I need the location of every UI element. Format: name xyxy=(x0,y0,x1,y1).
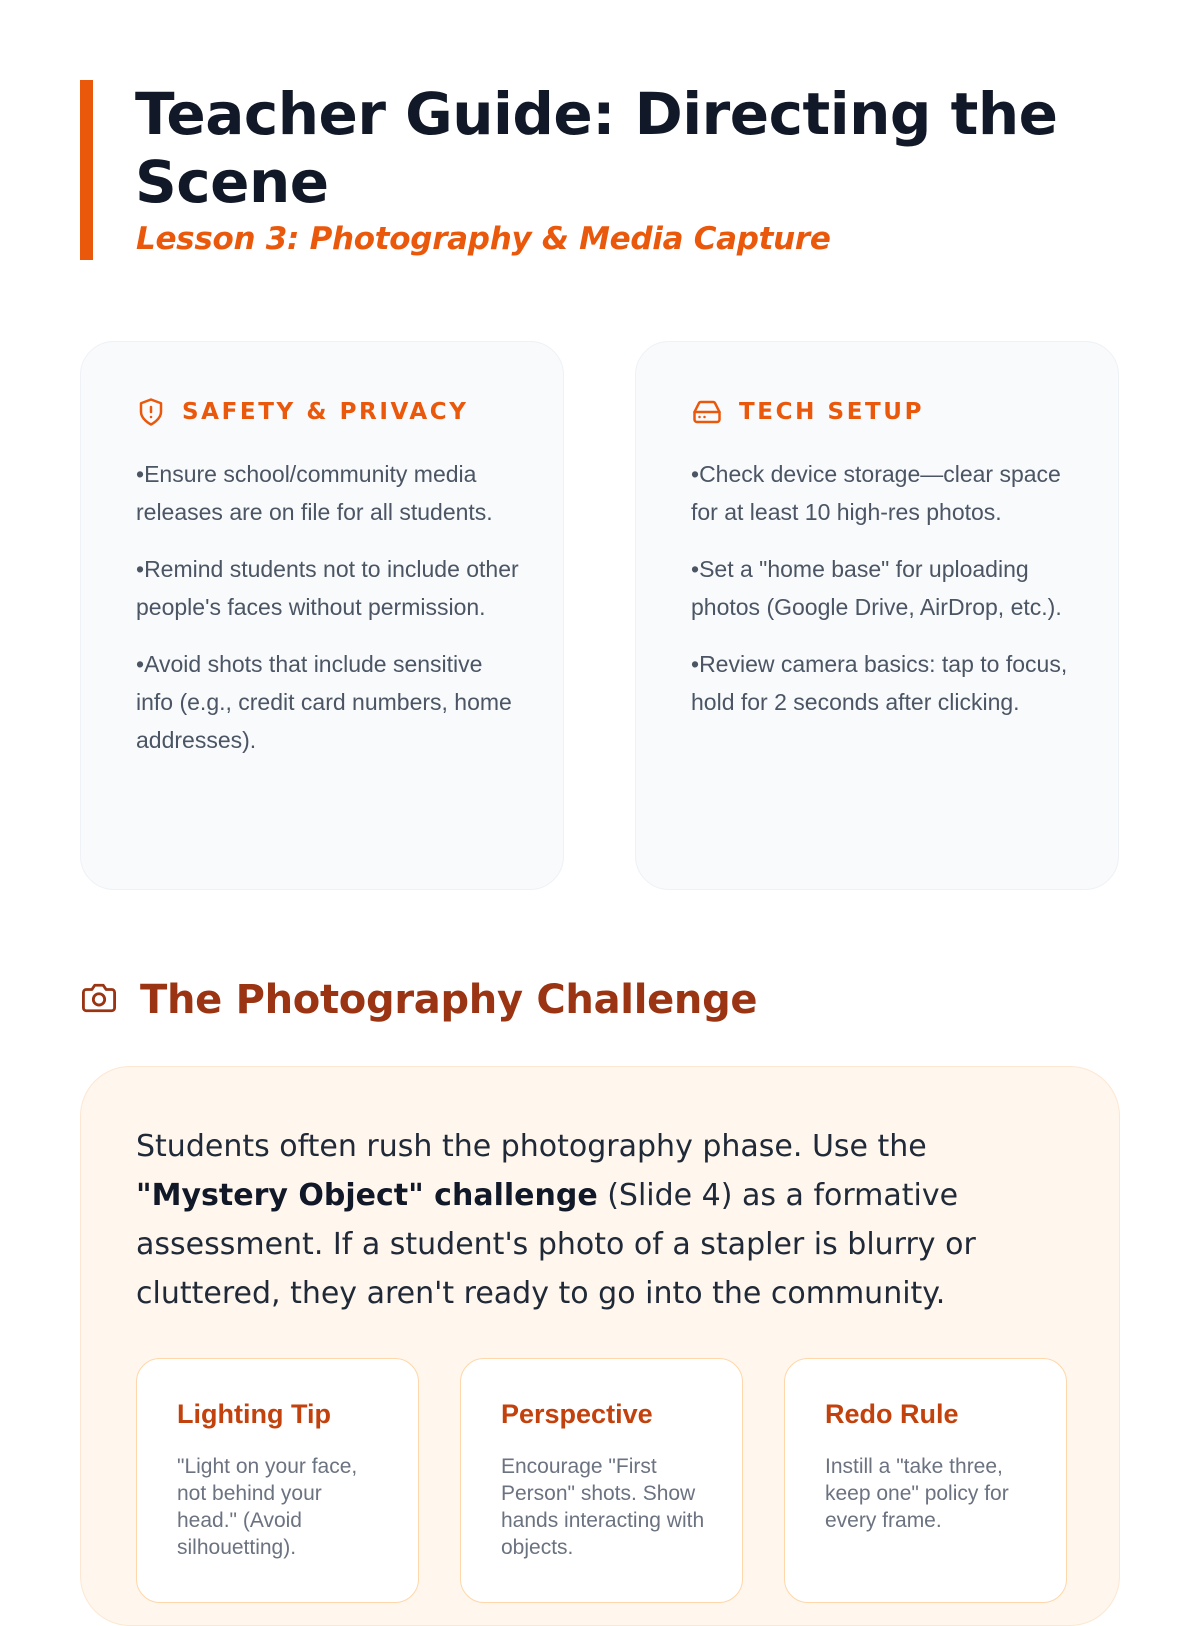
tip-text: "Light on your face, not behind your head." (Avoid silhouetting). xyxy=(177,1455,358,1559)
tip-text: Encourage "First Person" shots. Show hands interacting with objects. xyxy=(501,1455,705,1559)
section-title: The Photography Challenge xyxy=(140,977,758,1023)
shield-alert-icon xyxy=(136,397,166,427)
list-item: • Set a "home base" for uploading photos (Google Drive, AirDrop, etc.). xyxy=(691,550,1076,626)
tech-setup-card xyxy=(635,341,1119,890)
tip-text: Instill a "take three, keep one" policy for every frame. xyxy=(825,1455,1009,1532)
card-list xyxy=(691,455,1076,740)
list-item: • Review camera basics: tap to focus, hold for 2 seconds after clicking. xyxy=(691,645,1076,721)
hard-drive-icon xyxy=(691,397,723,427)
tip-title: Redo Rule xyxy=(825,1399,959,1429)
card-list xyxy=(136,455,521,778)
page-title: Teacher Guide: Directing the Scene xyxy=(135,80,1058,216)
card-title: TECH SETUP xyxy=(739,399,925,425)
camera-icon xyxy=(80,981,118,1020)
tip-card-perspective xyxy=(460,1358,743,1603)
list-item: • Avoid shots that include sensitive info (e.g., credit card numbers, home addresses). xyxy=(136,645,521,759)
card-header xyxy=(691,397,924,427)
tip-card-redo xyxy=(784,1358,1067,1603)
section-header xyxy=(80,975,757,1025)
tip-card-lighting xyxy=(136,1358,419,1603)
challenge-name: "Mystery Object" challenge xyxy=(136,1178,598,1213)
safety-privacy-card xyxy=(80,341,564,890)
challenge-intro: Students often rush the photography phase. Use the "Mystery Object" challenge (Slide 4) as a formative assessment. If a student's photo of a stapler is blurry or cluttered, they aren't ready to go into the community. xyxy=(136,1129,976,1311)
list-item: • Check device storage—clear space for at least 10 high-res photos. xyxy=(691,455,1076,531)
page-subtitle: Lesson 3: Photography & Media Capture xyxy=(136,221,831,257)
list-item: • Ensure school/community media releases are on file for all students. xyxy=(136,455,521,531)
list-item: • Remind students not to include other people's faces without permission. xyxy=(136,550,521,626)
card-title: SAFETY & PRIVACY xyxy=(182,399,469,425)
challenge-callout xyxy=(80,1066,1120,1626)
tip-title: Perspective xyxy=(501,1399,653,1429)
card-header xyxy=(136,397,469,427)
accent-bar xyxy=(80,80,93,260)
tip-title: Lighting Tip xyxy=(177,1399,331,1429)
page-header xyxy=(80,80,1120,260)
